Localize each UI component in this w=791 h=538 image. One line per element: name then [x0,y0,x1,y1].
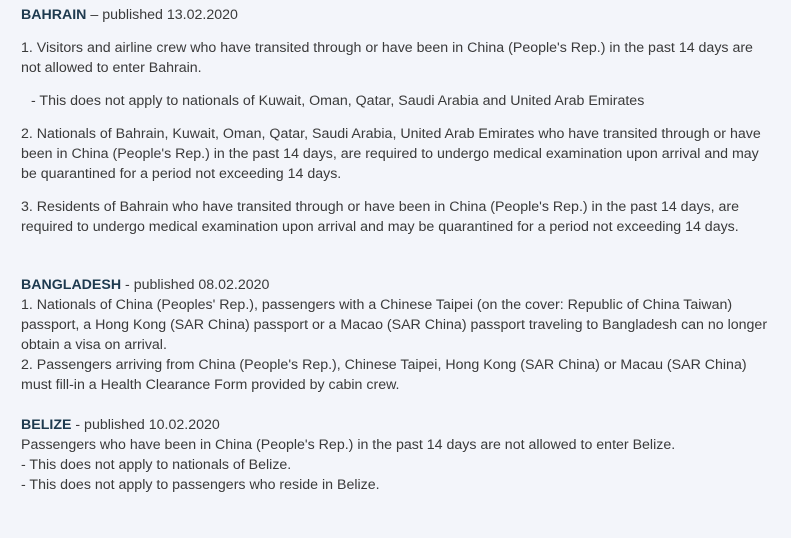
published-date: - published 10.02.2020 [71,417,220,433]
section-heading [21,275,771,295]
country-name: BAHRAIN [21,7,87,23]
paragraph: 2. Nationals of Bahrain, Kuwait, Oman, Qatar, Saudi Arabia, United Arab Emirates who have transited through or have been in China (People's Rep.) in the past 14 days, are required to undergo medical examination upon arrival and may be quarantined for a period not exceeding 14 days. [21,126,761,182]
paragraph: 3. Residents of Bahrain who have transited through or have been in China (People's Rep.) in the past 14 days, are required to undergo medical examination upon arrival and may be quarantined for a period not exceeding 14 days. [21,199,740,235]
paragraph: Passengers who have been in China (People's Rep.) in the past 14 days are not allowed to enter Belize. [21,437,676,453]
country-name: BELIZE [21,417,72,433]
section-bahrain [21,5,771,237]
paragraph: - This does not apply to nationals of Belize. [21,457,292,473]
section-bangladesh [21,275,771,395]
paragraph: - This does not apply to passengers who reside in Belize. [21,477,380,493]
paragraph-exception: - This does not apply to nationals of Kuwait, Oman, Qatar, Saudi Arabia and United Arab Emirates [31,93,645,109]
section-belize [21,415,771,495]
published-date: - published 08.02.2020 [121,277,270,293]
country-name: BANGLADESH [21,277,122,293]
section-heading [21,5,771,25]
paragraph: 1. Visitors and airline crew who have transited through or have been in China (People's Rep.) in the past 14 days are not allowed to enter Bahrain. [21,40,753,76]
section-heading [21,415,771,435]
published-date: – published 13.02.2020 [86,7,238,23]
paragraph: 2. Passengers arriving from China (People's Rep.), Chinese Taipei, Hong Kong (SAR China) or Macau (SAR China) must fill-in a Health Clearance Form provided by cabin crew. [21,357,747,393]
paragraph: 1. Nationals of China (Peoples' Rep.), passengers with a Chinese Taipei (on the cover: Republic of China Taiwan) passport, a Hong Kong (SAR China) passport or a Macao (SAR China) passport traveling to Bangladesh can no longer obtain a visa on arrival. [21,297,768,353]
